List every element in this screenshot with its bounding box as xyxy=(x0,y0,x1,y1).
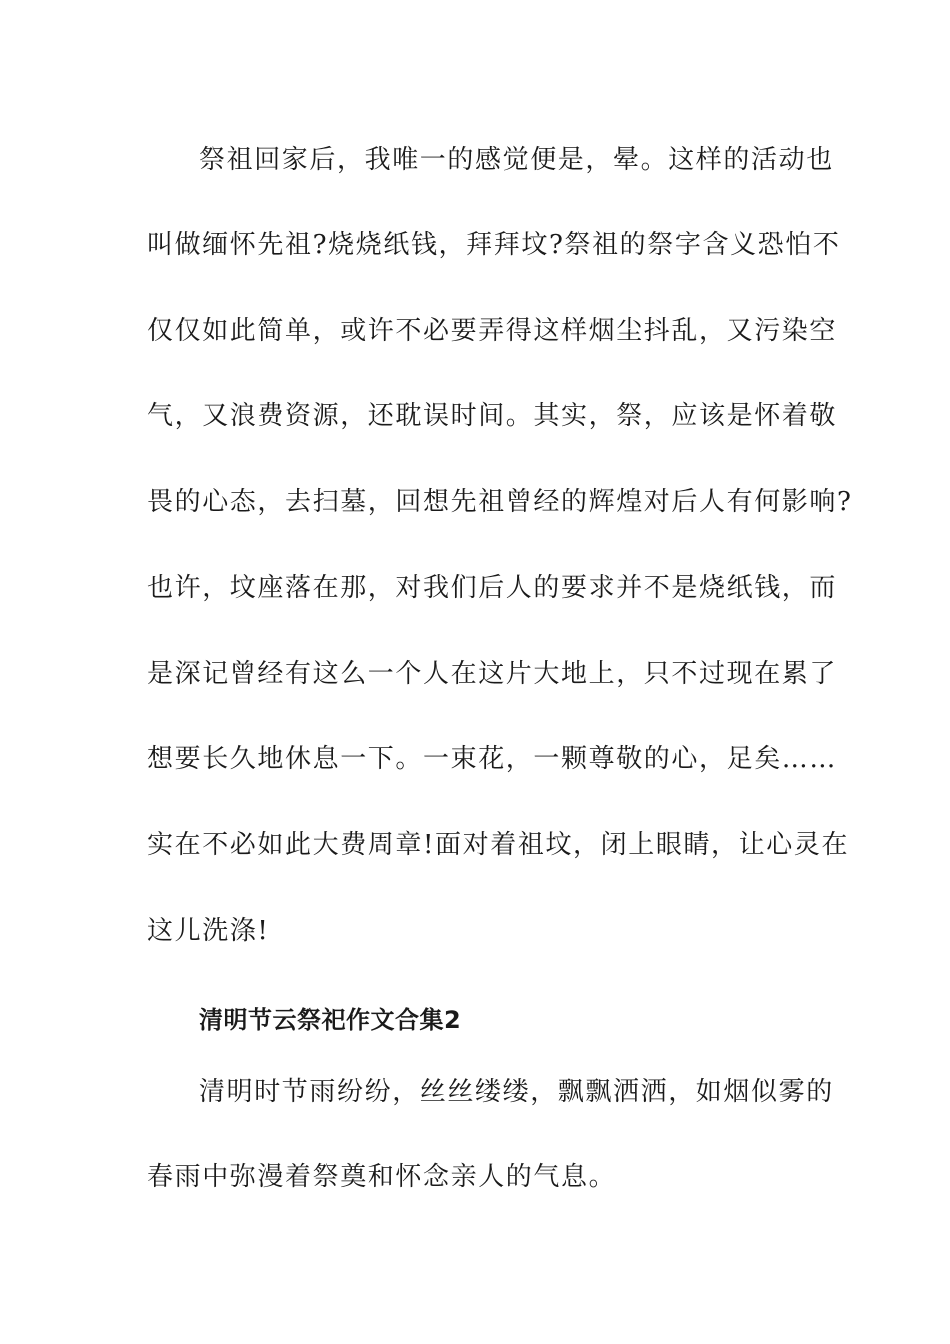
paragraph-1-line-5: 畏的心态，去扫墓，回想先祖曾经的辉煌对后人有何影响? xyxy=(147,487,853,517)
paragraph-1-line-3: 仅仅如此简单，或许不必要弄得这样烟尘抖乱，又污染空 xyxy=(147,316,838,346)
section-heading: 清明节云祭祀作文合集2 xyxy=(199,1006,462,1034)
paragraph-1-line-8: 想要长久地休息一下。一束花，一颗尊敬的心，足矣…… xyxy=(147,744,838,774)
paragraph-1-line-10: 这儿洗涤! xyxy=(147,916,270,946)
paragraph-1-line-7: 是深记曾经有这么一个人在这片大地上，只不过现在累了 xyxy=(147,659,838,689)
paragraph-1-line-2: 叫做缅怀先祖?烧烧纸钱，拜拜坟?祭祖的祭字含义恐怕不 xyxy=(147,230,841,260)
paragraph-1-line-9: 实在不必如此大费周章!面对着祖坟，闭上眼睛，让心灵在 xyxy=(147,830,850,860)
paragraph-1-line-6: 也许，坟座落在那，对我们后人的要求并不是烧纸钱，而 xyxy=(147,573,838,603)
paragraph-2-line-2: 春雨中弥漫着祭奠和怀念亲人的气息。 xyxy=(147,1162,617,1192)
paragraph-1-line-4: 气，又浪费资源，还耽误时间。其实，祭，应该是怀着敬 xyxy=(147,401,838,431)
paragraph-2-line-1: 清明时节雨纷纷，丝丝缕缕，飘飘洒洒，如烟似雾的 xyxy=(199,1077,834,1107)
paragraph-1-line-1: 祭祖回家后，我唯一的感觉便是，晕。这样的活动也 xyxy=(199,145,834,175)
